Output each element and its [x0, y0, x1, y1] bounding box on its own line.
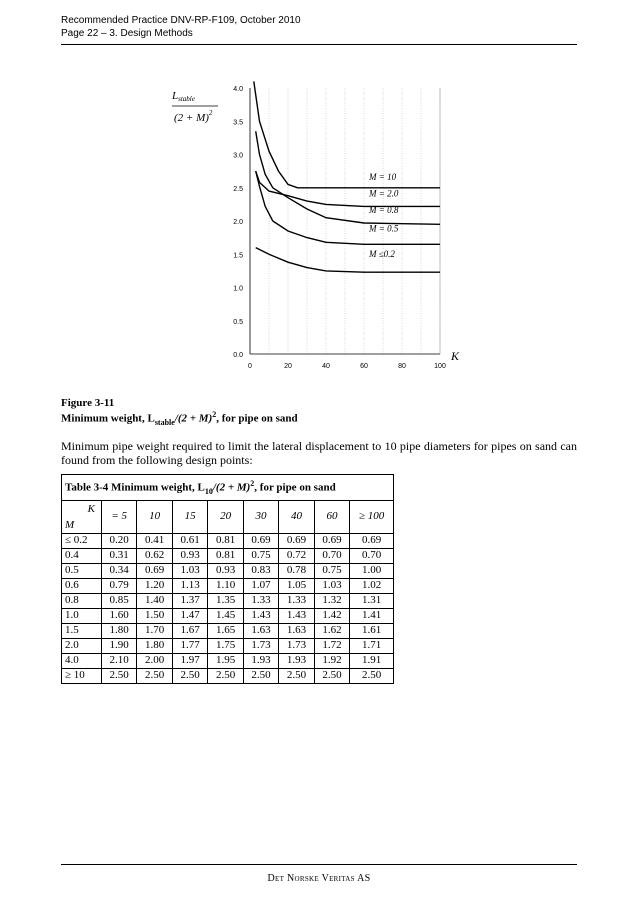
- table-cell: 1.95: [208, 653, 243, 668]
- column-header: 40: [279, 500, 314, 533]
- table-cell: 1.77: [172, 638, 207, 653]
- y-tick-label: 0.5: [233, 318, 243, 326]
- table-cell: 0.72: [279, 548, 314, 563]
- table-cell: 1.93: [279, 653, 314, 668]
- table-cell: 1.43: [243, 608, 278, 623]
- corner-k-label: K: [87, 502, 95, 515]
- table-row: [62, 653, 394, 668]
- table-corner-cell: [62, 500, 102, 533]
- ylabel-denominator: $(2 + M)^2$: [174, 109, 213, 124]
- table-cell: 0.79: [101, 578, 136, 593]
- column-header: 10: [137, 500, 172, 533]
- table-cell: 2.50: [137, 668, 172, 683]
- series-line: [254, 81, 440, 187]
- series-label: M = 0.5: [369, 223, 399, 234]
- row-m-value: 0.6: [62, 578, 102, 593]
- row-m-value: 1.0: [62, 608, 102, 623]
- table-cell: 1.65: [208, 623, 243, 638]
- table-cell: 1.00: [350, 563, 394, 578]
- table-cell: 1.73: [279, 638, 314, 653]
- table-row: [62, 668, 394, 683]
- table-cell: 1.13: [172, 578, 207, 593]
- table-cell: 1.02: [350, 578, 394, 593]
- y-tick-label: 1.5: [233, 252, 243, 260]
- column-header: ≥ 100: [350, 500, 394, 533]
- table-cell: 1.61: [350, 623, 394, 638]
- table-cell: 1.43: [279, 608, 314, 623]
- chart-grid: [233, 86, 446, 370]
- table-cell: 1.63: [243, 623, 278, 638]
- table-header-row: [62, 500, 394, 533]
- table-cell: 2.50: [314, 668, 349, 683]
- table-cell: 1.35: [208, 593, 243, 608]
- row-m-value: 0.5: [62, 563, 102, 578]
- column-header: 20: [208, 500, 243, 533]
- chart-ylabel: [171, 90, 218, 124]
- table-cell: 0.31: [101, 548, 136, 563]
- table-cell: 0.85: [101, 593, 136, 608]
- row-m-value: 1.5: [62, 623, 102, 638]
- table-row: [62, 638, 394, 653]
- table-cell: 1.47: [172, 608, 207, 623]
- table-row: [62, 533, 394, 548]
- table-cell: 2.10: [101, 653, 136, 668]
- table-cell: 2.50: [208, 668, 243, 683]
- row-m-value: ≥ 10: [62, 668, 102, 683]
- table-row: [62, 578, 394, 593]
- x-tick-label: 40: [322, 363, 330, 370]
- row-m-value: 4.0: [62, 653, 102, 668]
- series-line: [256, 171, 440, 206]
- page-footer: Det Norske Veritas AS: [267, 873, 371, 884]
- table-cell: 1.71: [350, 638, 394, 653]
- table-cell: 0.69: [350, 533, 394, 548]
- body-paragraph: Minimum pipe weight required to limit the lateral displacement to 10 pipe diameters for pipes on sand can found from the following design points:: [61, 439, 577, 467]
- table-cell: 1.40: [137, 593, 172, 608]
- table-cell: 1.07: [243, 578, 278, 593]
- table-cell: 1.37: [172, 593, 207, 608]
- series-line: [256, 248, 440, 273]
- table-cell: 1.92: [314, 653, 349, 668]
- table-cell: 0.75: [314, 563, 349, 578]
- table-cell: 1.41: [350, 608, 394, 623]
- series-label: M = 10: [369, 171, 397, 182]
- ylabel-numerator: Lstable: [172, 90, 195, 103]
- table-cell: 2.50: [279, 668, 314, 683]
- table-cell: 1.33: [279, 593, 314, 608]
- column-header: = 5: [101, 500, 136, 533]
- table-cell: 0.81: [208, 533, 243, 548]
- table-caption-row: [62, 475, 394, 501]
- table-cell: 1.97: [172, 653, 207, 668]
- table-cell: 1.93: [243, 653, 278, 668]
- footer-rule: [61, 864, 577, 865]
- x-tick-label: 80: [398, 363, 406, 370]
- table-cell: 1.10: [208, 578, 243, 593]
- table-cell: 0.83: [243, 563, 278, 578]
- row-m-value: 0.4: [62, 548, 102, 563]
- table-cell: 1.70: [137, 623, 172, 638]
- table-cell: 1.03: [314, 578, 349, 593]
- column-header: 15: [172, 500, 207, 533]
- table-cell: 0.34: [101, 563, 136, 578]
- table-cell: 1.75: [208, 638, 243, 653]
- figure-chart: [0, 0, 638, 390]
- table-row: [62, 593, 394, 608]
- y-tick-label: 3.0: [233, 152, 243, 160]
- table-cell: 0.41: [137, 533, 172, 548]
- x-tick-label: 60: [360, 363, 368, 370]
- x-tick-label: 100: [434, 363, 446, 370]
- header-document-title: Recommended Practice DNV-RP-F109, October 2010: [61, 15, 301, 26]
- y-tick-label: 0.0: [233, 352, 243, 359]
- table-cell: 0.69: [243, 533, 278, 548]
- table-cell: 2.50: [101, 668, 136, 683]
- series-label: M ≤0.2: [369, 248, 395, 259]
- chart-xlabel: K: [451, 349, 460, 363]
- table-cell: 1.32: [314, 593, 349, 608]
- table-row: [62, 563, 394, 578]
- table-cell: 0.93: [172, 548, 207, 563]
- table-cell: 2.00: [137, 653, 172, 668]
- table-cell: 0.20: [101, 533, 136, 548]
- y-tick-label: 1.0: [233, 285, 243, 293]
- table-row: [62, 548, 394, 563]
- table-cell: 1.45: [208, 608, 243, 623]
- header-page-info: Page 22 – 3. Design Methods: [61, 28, 193, 39]
- table-cell: 2.50: [243, 668, 278, 683]
- table-cell: 1.72: [314, 638, 349, 653]
- table-cell: 0.69: [137, 563, 172, 578]
- table-cell: 1.73: [243, 638, 278, 653]
- column-header: 30: [243, 500, 278, 533]
- y-tick-label: 2.0: [233, 219, 243, 226]
- table-cell: 1.62: [314, 623, 349, 638]
- table-cell: 0.75: [243, 548, 278, 563]
- table-cell: 1.20: [137, 578, 172, 593]
- table-cell: 1.31: [350, 593, 394, 608]
- table-row: [62, 623, 394, 638]
- corner-m-label: M: [65, 518, 75, 531]
- table-cell: 0.61: [172, 533, 207, 548]
- table-cell: 1.33: [243, 593, 278, 608]
- table-cell: 0.69: [314, 533, 349, 548]
- series-label: M = 2.0: [369, 188, 399, 199]
- chart-curves: [254, 81, 440, 272]
- table-caption: Table 3-4 Minimum weight, $L_{10}/(2 + M)^2$, for pipe on sand: [62, 475, 394, 501]
- figure-label: Figure 3-11: [61, 397, 115, 409]
- table-cell: 1.60: [101, 608, 136, 623]
- table-cell: 2.50: [350, 668, 394, 683]
- table-cell: 0.70: [350, 548, 394, 563]
- table-cell: 1.80: [137, 638, 172, 653]
- y-tick-label: 2.5: [233, 185, 243, 193]
- table-cell: 1.63: [279, 623, 314, 638]
- table-row: [62, 608, 394, 623]
- series-line: [256, 171, 440, 244]
- table-cell: 0.93: [208, 563, 243, 578]
- table-cell: 2.50: [172, 668, 207, 683]
- table-cell: 1.03: [172, 563, 207, 578]
- table-cell: 1.80: [101, 623, 136, 638]
- table-cell: 0.78: [279, 563, 314, 578]
- table-cell: 1.67: [172, 623, 207, 638]
- table-cell: 1.50: [137, 608, 172, 623]
- figure-caption: [61, 397, 298, 429]
- table-cell: 0.81: [208, 548, 243, 563]
- y-tick-label: 3.5: [233, 119, 243, 127]
- row-m-value: ≤ 0.2: [62, 533, 102, 548]
- row-m-value: 2.0: [62, 638, 102, 653]
- table-cell: 1.91: [350, 653, 394, 668]
- table-cell: 1.42: [314, 608, 349, 623]
- table-cell: 0.62: [137, 548, 172, 563]
- table-cell: 1.05: [279, 578, 314, 593]
- table-cell: 1.90: [101, 638, 136, 653]
- column-header: 60: [314, 500, 349, 533]
- series-label: M = 0.8: [369, 205, 399, 216]
- figure-title: Minimum weight, $L_{stable}/(2 + M)^2$, for pipe on sand: [61, 410, 298, 427]
- x-tick-label: 20: [284, 363, 292, 370]
- chart-labels: [368, 172, 399, 259]
- x-tick-label: 0: [248, 363, 252, 370]
- table-cell: 0.69: [279, 533, 314, 548]
- y-tick-label: 4.0: [233, 86, 243, 93]
- design-points-table: [61, 474, 394, 684]
- row-m-value: 0.8: [62, 593, 102, 608]
- table-cell: 0.70: [314, 548, 349, 563]
